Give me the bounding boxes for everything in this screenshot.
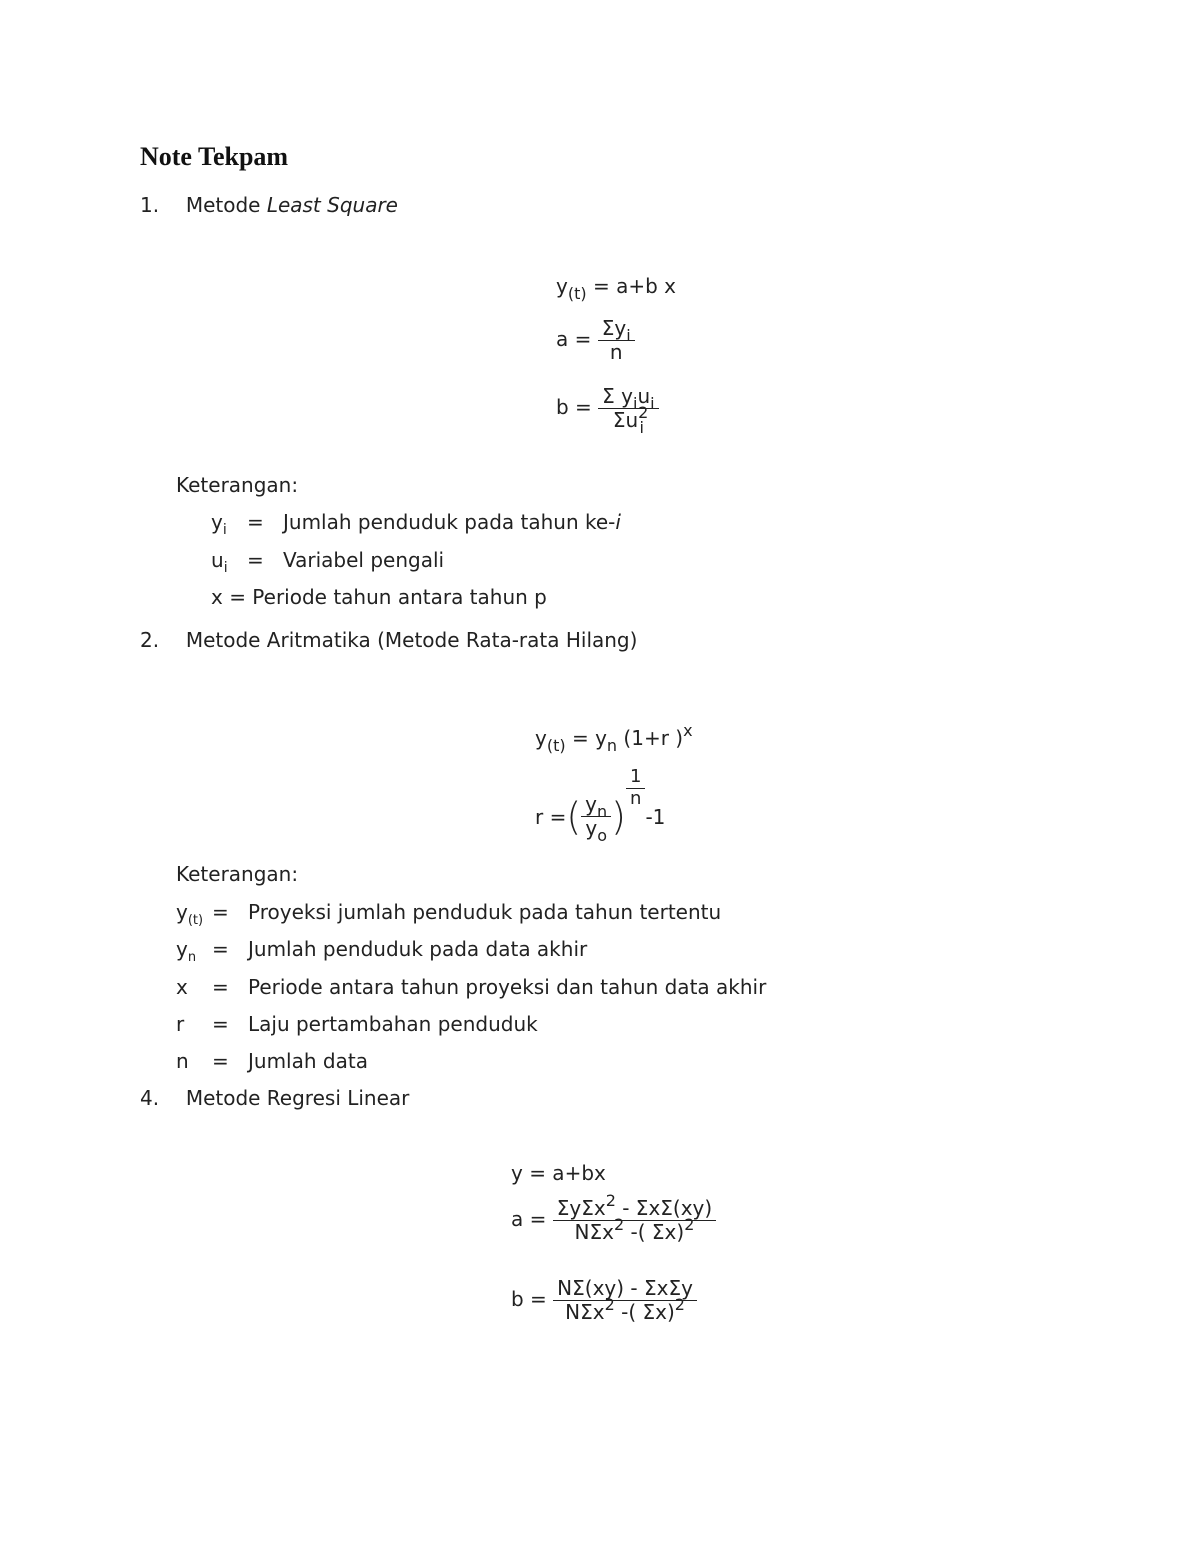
- legend-row-yi: $y_i$ = Jumlah penduduk pada tahun ke-i: [211, 510, 621, 538]
- legend-row-x2: x = Periode antara tahun proyeksi dan tahun data akhir: [176, 975, 767, 999]
- section-2-number: 2.: [140, 628, 160, 652]
- formula-y-least-square: $y_{(t)} = a+b$ x: [556, 274, 676, 303]
- legend-row-n: n = Jumlah data: [176, 1049, 368, 1073]
- formula-y-regresi: y = a+bx: [511, 1161, 606, 1185]
- legend-row-r: r = Laju pertambahan penduduk: [176, 1012, 538, 1036]
- section-4-label: Metode Regresi Linear: [185, 1086, 410, 1110]
- section-1-number: 1.: [140, 193, 160, 217]
- section-1-label-italic: Least Square: [266, 193, 398, 217]
- section-2-keterangan: Keterangan:: [176, 862, 299, 886]
- formula-y-aritmatika: $y_{(t)} = y_n$ (1+r )$^x$: [535, 721, 693, 755]
- formula-r-aritmatika: r =( $\frac{y_n}{y_o}$ ) $\frac{1}{n}$ -1: [535, 766, 666, 845]
- legend-row-x: x = Periode tahun antara tahun p: [211, 585, 547, 609]
- section-2-heading: [140, 628, 637, 652]
- formula-a-regresi: a = $\frac{\Sigma y\Sigma x^2 - \Sigma x\Sigma(xy)}{N\Sigma x^2 -( \Sigma x)^2}$: [511, 1198, 716, 1243]
- formula-a-least-square: a = $\frac{\Sigma y_i}{n}$: [556, 318, 635, 363]
- section-1-label: Metode: [185, 193, 267, 217]
- section-4-heading: [140, 1086, 409, 1110]
- formula-b-least-square: b = $\frac{\Sigma y_iu_i}{\Sigma u^2_i}$: [556, 386, 659, 431]
- formula-b-regresi: b = $\frac{\text{NΣ(xy) - ΣxΣy}}{N\Sigma x^2 -( \Sigma x)^2}$: [511, 1278, 697, 1323]
- legend-row-yt: $y_{(t)}$ = Proyeksi jumlah penduduk pada tahun tertentu: [176, 900, 722, 928]
- legend-row-ui: $u_i$ = Variabel pengali: [211, 548, 445, 576]
- section-1-keterangan: Keterangan:: [176, 473, 299, 497]
- section-1-heading: [140, 193, 398, 217]
- section-4-number: 4.: [140, 1086, 160, 1110]
- page-title: Note Tekpam: [140, 142, 289, 171]
- legend-row-yn: $y_n$ = Jumlah penduduk pada data akhir: [176, 937, 588, 965]
- section-2-label: Metode Aritmatika (Metode Rata-rata Hilang): [185, 628, 638, 652]
